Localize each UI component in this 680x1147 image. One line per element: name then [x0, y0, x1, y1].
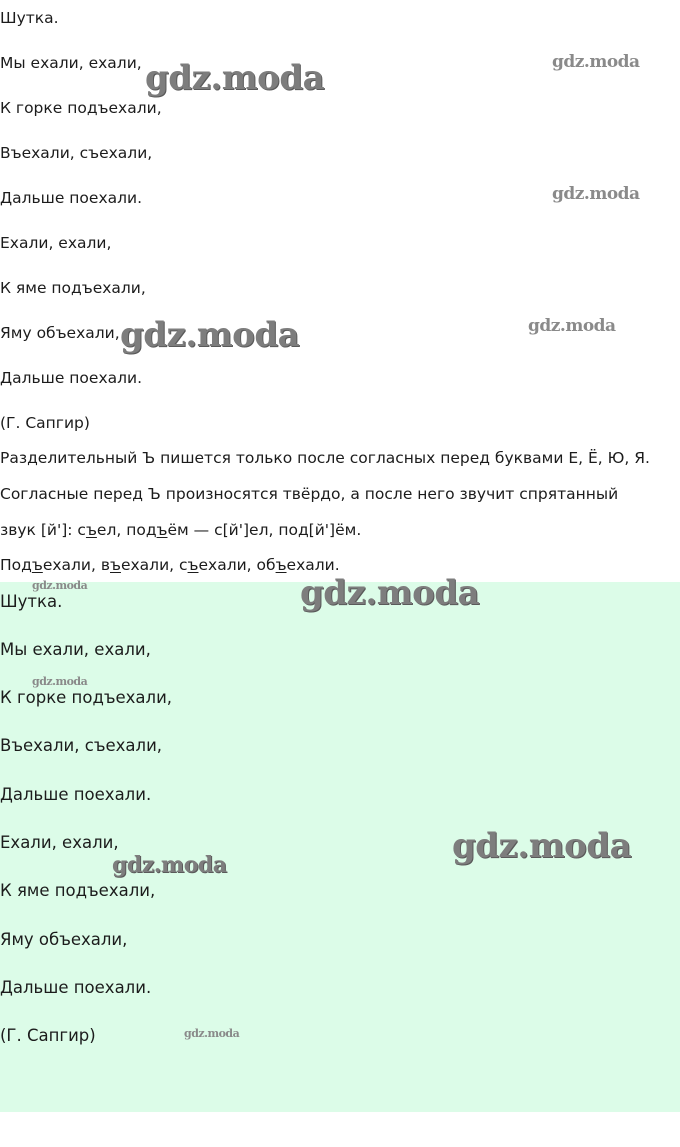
poem-line: Въехали, съехали, — [0, 144, 153, 162]
poem-line: Мы ехали, ехали, — [0, 54, 142, 72]
rule-text: Разделительный Ъ пишется только после согласных перед буквами Е, Ё, Ю, Я. — [0, 449, 650, 467]
text-span: ём — с[й']ел, под[й']ём. — [167, 521, 362, 539]
poem-line: Дальше поехали. — [0, 189, 143, 207]
watermark: gdz.moda — [32, 675, 88, 688]
hard-sign-underlined: ъ — [187, 556, 199, 574]
poem-line: К горке подъехали, — [0, 688, 173, 707]
text-span: ехали, об — [198, 556, 276, 574]
watermark: gdz.moda — [32, 579, 88, 592]
poem-line: К горке подъехали, — [0, 99, 162, 117]
rule-example — [0, 520, 361, 540]
poem-line: Ехали, ехали, — [0, 833, 119, 852]
poem-line: Въехали, съехали, — [0, 736, 163, 755]
hard-sign-underlined: ъ — [110, 556, 121, 574]
text-span: звук [й']: с — [0, 521, 86, 539]
watermark: gdz.moda — [120, 315, 300, 355]
poem-line: Дальше поехали. — [0, 978, 152, 997]
hard-sign-underlined: ъ — [156, 521, 168, 539]
watermark: gdz.moda — [552, 184, 640, 204]
poem-line: Яму объехали, — [0, 930, 128, 949]
poem-title: Шутка. — [0, 9, 59, 27]
poem-line: Ехали, ехали, — [0, 234, 112, 252]
watermark: gdz.moda — [300, 573, 480, 613]
watermark: gdz.moda — [452, 826, 632, 866]
text-span: ехали. — [286, 556, 340, 574]
watermark: gdz.moda — [184, 1027, 240, 1040]
poem-title: Шутка. — [0, 592, 63, 611]
poem-line: Дальше поехали. — [0, 785, 152, 804]
poem-line: К яме подъехали, — [0, 881, 156, 900]
text-span: ехали, с — [120, 556, 188, 574]
hard-sign-underlined: ъ — [31, 556, 43, 574]
hard-sign-underlined: ъ — [275, 556, 287, 574]
rule-example — [0, 555, 340, 575]
poem-line: К яме подъехали, — [0, 279, 146, 297]
poem-author: (Г. Сапгир) — [0, 1026, 96, 1045]
poem-line: Яму объехали, — [0, 324, 120, 342]
watermark: gdz.moda — [552, 52, 640, 72]
watermark: gdz.moda — [528, 316, 616, 336]
watermark: gdz.moda — [112, 852, 227, 878]
text-span: Под — [0, 556, 32, 574]
watermark: gdz.moda — [145, 58, 325, 98]
text-span: ехали, в — [42, 556, 110, 574]
rule-text: Согласные перед Ъ произносятся твёрдо, а после него звучит спрятанный — [0, 485, 619, 503]
text-span: ел, под — [96, 521, 157, 539]
poem-line: Дальше поехали. — [0, 369, 143, 387]
poem-author: (Г. Сапгир) — [0, 414, 90, 432]
hard-sign-underlined: ъ — [85, 521, 97, 539]
poem-line: Мы ехали, ехали, — [0, 640, 151, 659]
